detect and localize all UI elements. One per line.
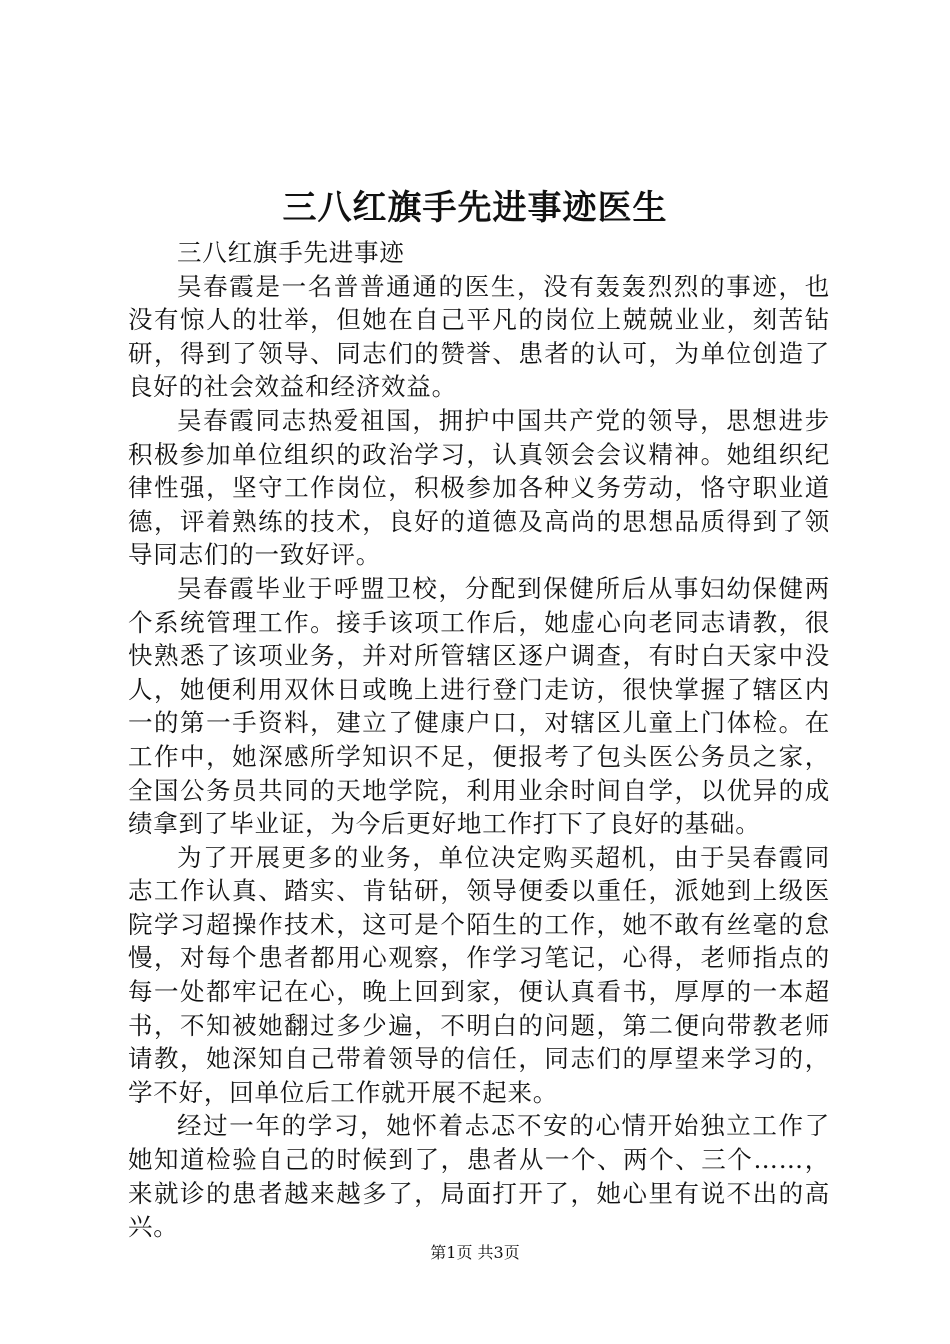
paragraph-subtitle: 三八红旗手先进事迹 — [177, 238, 405, 267]
paragraph-2: 吴春霞同志热爱祖国，拥护中国共产党的领导，思想进步积极参加单位组织的政治学习，认真领会会议精神。她组织纪律性强，坚守工作岗位，积极参加各种义务劳动，恪守职业道德，评着熟练的技术，良好的道德及高尚的思想品质得到了领导同志们的一致好评。 — [128, 405, 830, 570]
page-number-footer: 第1页 共3页 — [430, 1243, 520, 1262]
paragraph-3: 吴春霞毕业于呼盟卫校，分配到保健所后从事妇幼保健两个系统管理工作。接手该项工作后，她虚心向老同志请教，很快熟悉了该项业务，并对所管辖区逐户调查，有时白天家中没人，她便利用双休日或晚上进行登门走访，很快掌握了辖区内一的第一手资料，建立了健康户口，对辖区儿童上门体检。在工作中，她深感所学知识不足，便报考了包头医公务员之家，全国公务员共同的天地学院，利用业余时间自学，以优异的成绩拿到了毕业证，为今后更好地工作打下了良好的基础。 — [128, 573, 830, 839]
paragraph-5: 经过一年的学习，她怀着忐忑不安的心情开始独立工作了她知道检验自己的时候到了，患者从一个、两个、三个……，来就诊的患者越来越多了，局面打开了，她心里有说不出的高兴。 — [128, 1111, 830, 1242]
document-body — [128, 236, 830, 1244]
paragraph-4: 为了开展更多的业务，单位决定购买超机，由于吴春霞同志工作认真、踏实、肯钻研，领导便委以重任，派她到上级医院学习超操作技术，这可是个陌生的工作，她不敢有丝毫的怠慢，对每个患者都用心观察，作学习笔记，心得，老师指点的每一处都牢记在心，晚上回到家，便认真看书，厚厚的一本超书，不知被她翻过多少遍，不明白的问题，第二便向带教老师请教，她深知自己带着领导的信任，同志们的厚望来学习的，学不好，回单位后工作就开展不起来。 — [128, 842, 830, 1107]
document-title: 三八红旗手先进事迹医生 — [282, 188, 668, 228]
paragraph-1: 吴春霞是一名普普通通的医生，没有轰轰烈烈的事迹，也没有惊人的壮举，但她在自己平凡的岗位上兢兢业业，刻苦钻研，得到了领导、同志们的赞誉、患者的认可，为单位创造了良好的社会效益和经济效益。 — [128, 271, 830, 402]
